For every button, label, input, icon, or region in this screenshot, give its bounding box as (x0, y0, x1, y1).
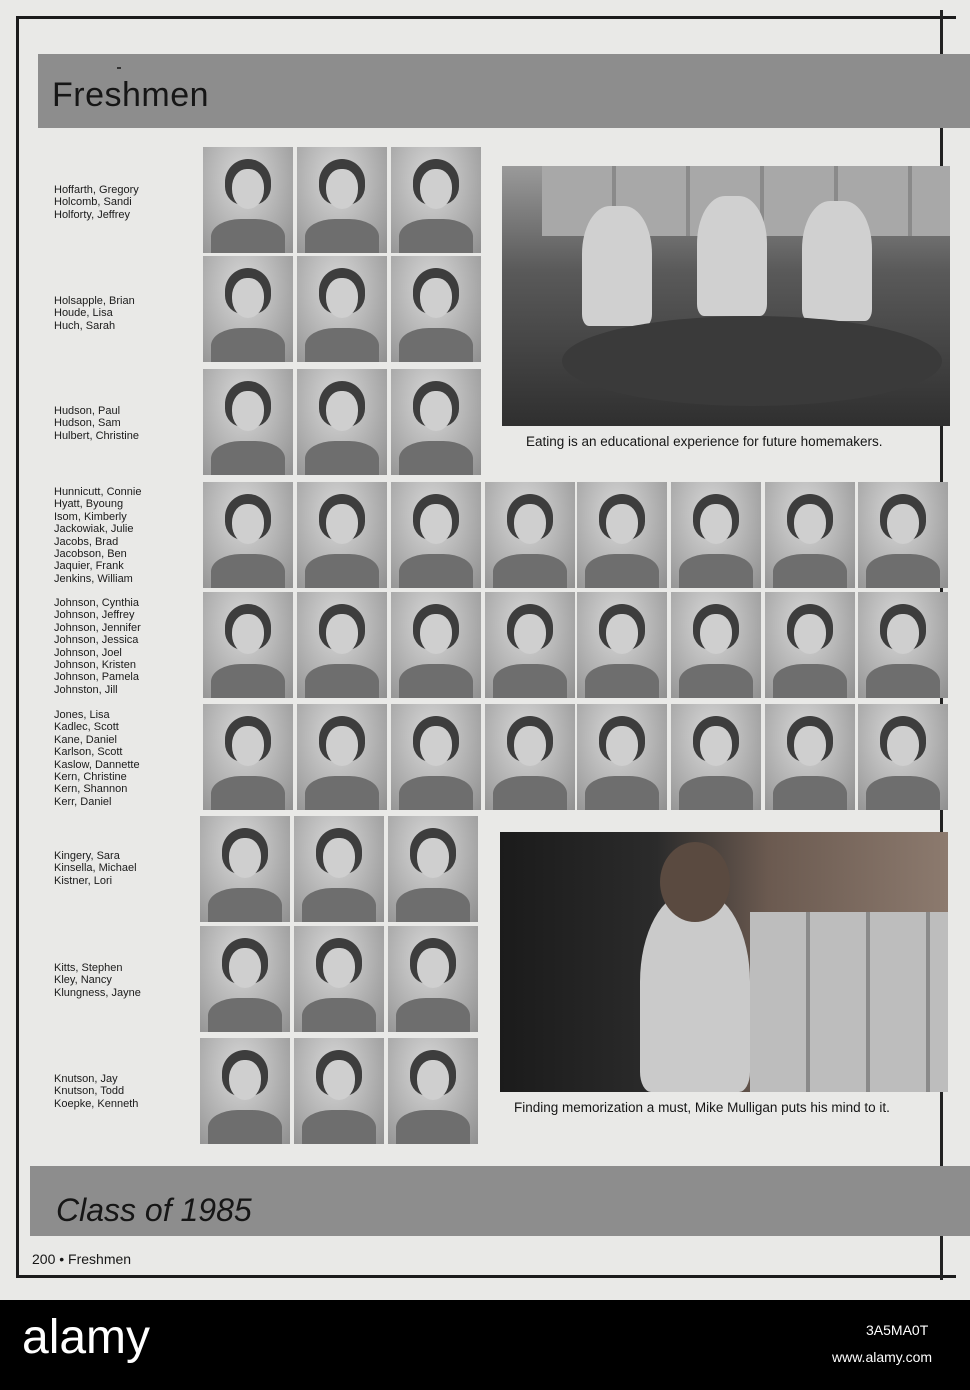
portrait-body (399, 328, 473, 362)
top-photo-caption: Eating is an educational experience for future homemakers. (526, 434, 883, 449)
student-portrait (391, 147, 481, 253)
watermark-url: www.alamy.com (832, 1349, 933, 1365)
portrait-body (396, 1110, 470, 1144)
portrait-body (773, 664, 847, 698)
class-year-label: Class of 1985 (56, 1192, 252, 1228)
portrait-body (302, 888, 376, 922)
photo-figure (802, 201, 872, 321)
student-portrait (391, 592, 481, 698)
name-list-row-7 (54, 850, 137, 887)
student-name: Houde, Lisa (54, 307, 113, 320)
portrait-face (420, 169, 452, 209)
student-name: Holsapple, Brian (54, 295, 135, 307)
student-portrait (765, 704, 855, 810)
student-portrait (297, 147, 387, 253)
portrait-body (305, 328, 379, 362)
portrait-body (399, 219, 473, 253)
name-list-row-1 (54, 184, 139, 221)
photo-lockers (750, 912, 948, 1092)
student-portrait (203, 369, 293, 475)
portrait-body (679, 776, 753, 810)
student-name: Huch, Sarah (54, 319, 116, 332)
portrait-face (229, 948, 261, 988)
portrait-body (302, 998, 376, 1032)
portrait-face (606, 504, 638, 544)
portrait-body (773, 776, 847, 810)
portrait-face (326, 726, 358, 766)
student-name: Kaslow, Dannette (54, 758, 140, 771)
portrait-face (326, 504, 358, 544)
student-portrait (391, 369, 481, 475)
portrait-body (396, 888, 470, 922)
student-name: Jones, Lisa (54, 709, 110, 721)
portrait-body (585, 664, 659, 698)
student-portrait (765, 482, 855, 588)
student-name: Hunnicutt, Connie (54, 486, 142, 498)
student-portrait (485, 482, 575, 588)
student-name: Johnston, Jill (54, 683, 118, 696)
portrait-body (493, 664, 567, 698)
portrait-body (208, 1110, 282, 1144)
portrait-face (700, 504, 732, 544)
portrait-body (305, 776, 379, 810)
student-name: Jacobs, Brad (54, 535, 119, 548)
student-portrait (297, 482, 387, 588)
student-portrait (200, 1038, 290, 1144)
portrait-body (866, 554, 940, 588)
watermark-logo: alamy (22, 1311, 151, 1364)
student-portrait (391, 256, 481, 362)
student-name: Jenkins, William (54, 572, 133, 585)
portrait-body (305, 441, 379, 475)
portrait-face (326, 169, 358, 209)
portrait-body (399, 776, 473, 810)
student-portrait (577, 592, 667, 698)
portrait-body (208, 888, 282, 922)
student-name: Jackowiak, Julie (54, 523, 134, 536)
name-list-row-8 (54, 962, 141, 999)
student-name: Johnson, Cynthia (54, 597, 139, 609)
student-name: Kley, Nancy (54, 974, 112, 987)
student-portrait (203, 592, 293, 698)
portrait-face (229, 838, 261, 878)
locker-photo (500, 832, 948, 1092)
portrait-face (417, 948, 449, 988)
portrait-body (302, 1110, 376, 1144)
student-name: Johnson, Jessica (54, 634, 139, 647)
student-portrait (388, 816, 478, 922)
portrait-face (232, 614, 264, 654)
student-name: Kerr, Daniel (54, 795, 112, 808)
student-name: Jaquier, Frank (54, 560, 124, 573)
student-name: Kitts, Stephen (54, 962, 123, 974)
header-mark (117, 67, 121, 69)
student-portrait (485, 592, 575, 698)
portrait-body (399, 441, 473, 475)
student-name: Kinsella, Michael (54, 862, 137, 875)
portrait-body (211, 328, 285, 362)
portrait-face (323, 948, 355, 988)
portrait-face (794, 614, 826, 654)
student-portrait (765, 592, 855, 698)
student-name: Johnson, Kristen (54, 659, 136, 672)
student-portrait (203, 704, 293, 810)
student-name: Jacobson, Ben (54, 548, 127, 561)
name-list-row-3 (54, 405, 139, 442)
student-portrait (297, 704, 387, 810)
watermark-image-id: 3A5MA0T (866, 1322, 929, 1338)
student-portrait (294, 816, 384, 922)
student-name: Isom, Kimberly (54, 510, 127, 523)
student-name: Knutson, Jay (54, 1073, 118, 1085)
name-list-row-2 (54, 295, 135, 332)
portrait-face (232, 391, 264, 431)
student-portrait (671, 592, 761, 698)
portrait-body (211, 554, 285, 588)
portrait-body (211, 776, 285, 810)
portrait-face (232, 278, 264, 318)
portrait-body (211, 664, 285, 698)
page-folio: 200 • Freshmen (32, 1251, 132, 1267)
student-portrait (203, 482, 293, 588)
photo-figure (582, 206, 652, 326)
student-portrait (388, 926, 478, 1032)
student-name: Kane, Daniel (54, 733, 117, 746)
photo-figure-head (660, 842, 730, 922)
portrait-face (232, 504, 264, 544)
portrait-face (232, 726, 264, 766)
student-portrait (200, 926, 290, 1032)
portrait-body (399, 664, 473, 698)
portrait-body (773, 554, 847, 588)
portrait-face (514, 726, 546, 766)
portrait-face (887, 726, 919, 766)
portrait-body (866, 664, 940, 698)
name-list-row-4 (54, 486, 141, 585)
photo-table (562, 316, 942, 406)
student-portrait (294, 926, 384, 1032)
portrait-body (493, 554, 567, 588)
cafeteria-photo (502, 166, 950, 426)
portrait-face (700, 726, 732, 766)
name-list-row-9 (54, 1073, 138, 1110)
student-portrait (203, 147, 293, 253)
portrait-face (417, 838, 449, 878)
portrait-body (396, 998, 470, 1032)
portrait-face (794, 726, 826, 766)
student-name: Holforty, Jeffrey (54, 208, 131, 221)
bottom-photo-caption: Finding memorization a must, Mike Mulligan puts his mind to it. (514, 1100, 890, 1115)
name-list-row-6 (54, 709, 140, 808)
portrait-body (399, 554, 473, 588)
portrait-body (866, 776, 940, 810)
portrait-face (420, 614, 452, 654)
student-name: Knutson, Todd (54, 1085, 125, 1098)
student-name: Hoffarth, Gregory (54, 184, 139, 196)
student-portrait (858, 592, 948, 698)
student-portrait (391, 704, 481, 810)
student-name: Johnson, Joel (54, 646, 122, 659)
student-name: Hudson, Paul (54, 405, 121, 417)
portrait-body (585, 554, 659, 588)
student-name: Kadlec, Scott (54, 721, 119, 734)
portrait-face (606, 726, 638, 766)
photo-figure (640, 892, 750, 1092)
student-name: Hulbert, Christine (54, 429, 139, 442)
portrait-face (326, 614, 358, 654)
portrait-body (208, 998, 282, 1032)
portrait-body (679, 664, 753, 698)
portrait-face (232, 169, 264, 209)
name-list-row-5 (54, 597, 141, 696)
portrait-body (305, 219, 379, 253)
student-name: Koepke, Kenneth (54, 1097, 139, 1110)
portrait-body (679, 554, 753, 588)
portrait-body (585, 776, 659, 810)
student-portrait (858, 482, 948, 588)
portrait-face (420, 504, 452, 544)
student-name: Kern, Christine (54, 771, 127, 784)
portrait-face (326, 278, 358, 318)
portrait-face (794, 504, 826, 544)
student-portrait (485, 704, 575, 810)
student-portrait (858, 704, 948, 810)
portrait-body (211, 219, 285, 253)
section-title: Freshmen (52, 76, 210, 114)
portrait-face (514, 504, 546, 544)
portrait-face (229, 1060, 261, 1100)
portrait-body (305, 664, 379, 698)
portrait-face (606, 614, 638, 654)
portrait-face (700, 614, 732, 654)
student-portrait (200, 816, 290, 922)
student-portrait (671, 482, 761, 588)
portrait-face (326, 391, 358, 431)
portrait-face (887, 504, 919, 544)
portrait-face (514, 614, 546, 654)
student-name: Kingery, Sara (54, 850, 120, 862)
student-portrait (297, 592, 387, 698)
portrait-body (493, 776, 567, 810)
student-name: Kern, Shannon (54, 783, 128, 796)
portrait-face (417, 1060, 449, 1100)
portrait-face (323, 1060, 355, 1100)
student-portrait (297, 369, 387, 475)
student-portrait (203, 256, 293, 362)
student-name: Holcomb, Sandi (54, 196, 132, 209)
portrait-body (211, 441, 285, 475)
portrait-face (887, 614, 919, 654)
portrait-face (420, 391, 452, 431)
student-name: Johnson, Jeffrey (54, 609, 135, 622)
student-name: Karlson, Scott (54, 746, 123, 759)
student-portrait (577, 482, 667, 588)
student-portrait (294, 1038, 384, 1144)
student-name: Klungness, Jayne (54, 986, 141, 999)
student-name: Hyatt, Byoung (54, 498, 124, 511)
student-name: Johnson, Jennifer (54, 621, 141, 634)
student-portrait (391, 482, 481, 588)
student-name: Johnson, Pamela (54, 671, 139, 684)
student-portrait (671, 704, 761, 810)
portrait-face (420, 278, 452, 318)
portrait-body (305, 554, 379, 588)
portrait-face (420, 726, 452, 766)
photo-figure (697, 196, 767, 316)
student-portrait (297, 256, 387, 362)
portrait-face (323, 838, 355, 878)
student-portrait (577, 704, 667, 810)
student-name: Kistner, Lori (54, 874, 113, 887)
student-name: Hudson, Sam (54, 417, 121, 430)
student-portrait (388, 1038, 478, 1144)
